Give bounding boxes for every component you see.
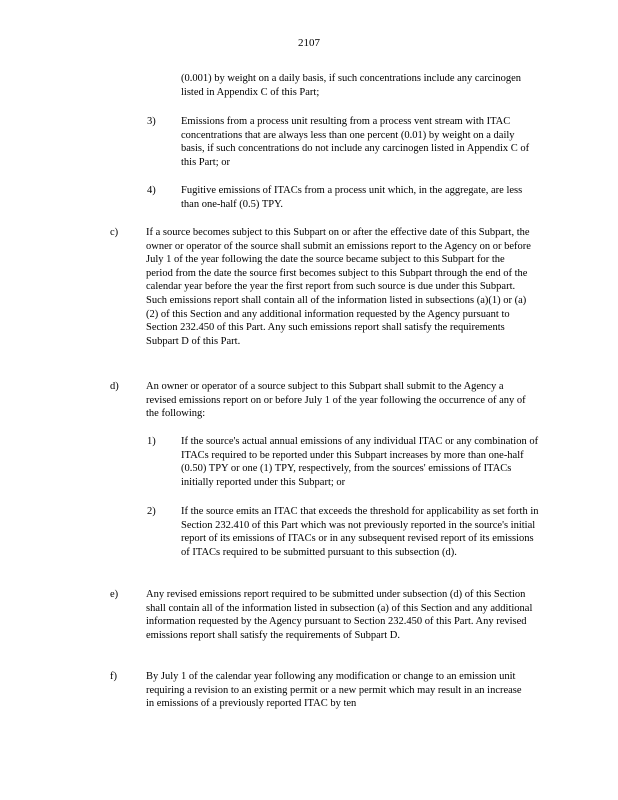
item-d1-label: 1) xyxy=(147,436,156,447)
section-e-text: Any revised emissions report required to be submitted under subsection (d) of this Section shall contain all of the information listed in subsection (a) of this Section and any additional information requested by the Agency pursuant to Section 232.450 of this Part. Any revised emissions report shall satisfy the requirements of Subpart D. xyxy=(146,589,533,641)
item-d2-text: If the source emits an ITAC that exceeds the threshold for applicability as set forth in Section 232.410 of this Part which was not previously reported in the source's initial report of its emissions of ITACs or in any subsequent revised report of its emissions of ITACs required to be submitted pursuant to this subsection (d). xyxy=(181,506,539,558)
item-b3-text: Emissions from a process unit resulting from a process vent stream with ITAC concentrations that are always less than one percent (0.01) by weight on a daily basis, if such concentrations do not include any carcinogen listed in Appendix C of this Part; or xyxy=(181,116,530,168)
item-b4-text: Fugitive emissions of ITACs from a process unit which, in the aggregate, are less than one-half (0.5) TPY. xyxy=(181,185,523,210)
section-c-label: c) xyxy=(110,227,119,238)
section-d-text: An owner or operator of a source subject to this Subpart shall submit to the Agency a revised emissions report on or before July 1 of the year following the occurrence of any of the following: xyxy=(146,381,526,420)
continued-paragraph: (0.001) by weight on a daily basis, if such concentrations include any carcinogen listed in Appendix C of this Part; xyxy=(181,73,521,98)
page-number: 2107 xyxy=(298,37,320,49)
item-d1-text: If the source's actual annual emissions of any individual ITAC or any combination of ITACs required to be reported under this Subpart increases by more than one-half (0.50) TPY or one (1) TPY, respectively, from the sources' emissions of ITACs initially reported under this Subpart; or xyxy=(181,436,539,488)
section-e-label: e) xyxy=(110,589,119,600)
section-f-label: f) xyxy=(110,671,117,682)
section-d-label: d) xyxy=(110,381,119,392)
item-b4-label: 4) xyxy=(147,185,156,196)
section-f-text: By July 1 of the calendar year following any modification or change to an emission unit requiring a revision to an existing permit or a new permit which may result in an increase in emissions of a previously reported ITAC by ten xyxy=(146,671,522,710)
item-b3-label: 3) xyxy=(147,116,156,127)
section-c-text: If a source becomes subject to this Subpart on or after the effective date of this Subpart, the owner or operator of the source shall submit an emissions report to the Agency on or before July 1 of the year following the date the source became subject to this Subpart for the period from the date the source first becomes subject to this Subpart through the end of the calendar year before the year the first report from such source is due under this Subpart. Such emissions report shall contain all of the information listed in subsections (a)(1) or (a)(2) of this Section and any additional information requested by the Agency pursuant to Section 232.450 of this Part. Any such emissions report shall satisfy the requirements Subpart D of this Part. xyxy=(146,227,531,347)
item-d2-label: 2) xyxy=(147,506,156,517)
